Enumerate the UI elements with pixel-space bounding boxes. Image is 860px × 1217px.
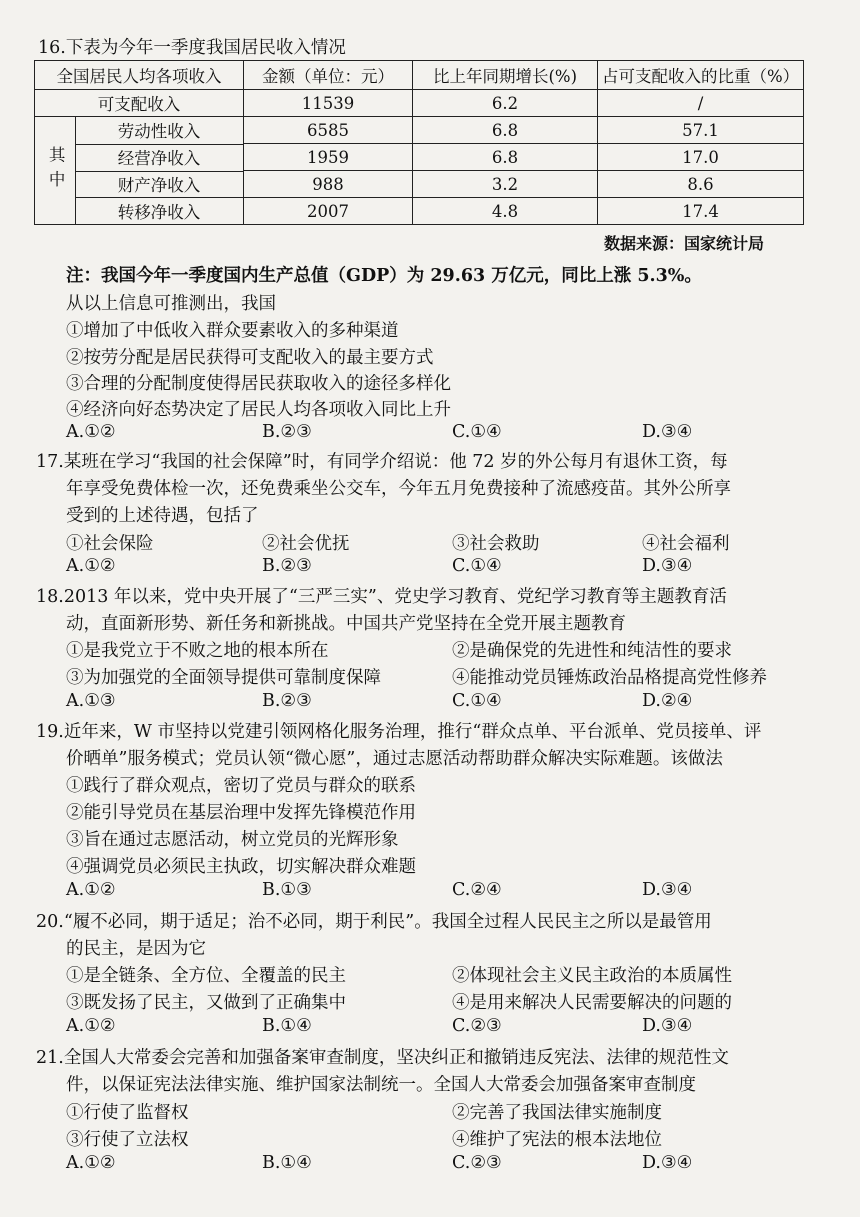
row-growth: 6.2	[413, 90, 598, 117]
row-amount: 2007	[244, 198, 413, 225]
q17-line: 年享受免费体检一次，还免费乘坐公交车，今年五月免费接种了流感疫苗。其外公所享	[66, 479, 731, 499]
row-growth: 4.8	[413, 198, 598, 225]
row-label: 财产净收入	[117, 175, 201, 195]
q21-item: ④维护了宪法的根本法地位	[452, 1130, 662, 1150]
q21-choice-d: D.③④	[642, 1153, 693, 1173]
q20-item: ③既发扬了民主，又做到了正确集中	[66, 993, 346, 1013]
q17-choice-c: C.①④	[452, 556, 502, 576]
table-header: 全国居民人均各项收入	[35, 61, 244, 90]
q18-item: ③为加强党的全面领导提供可靠制度保障	[66, 668, 381, 688]
table-row	[35, 117, 804, 144]
q20-choice-c: C.②③	[452, 1016, 502, 1036]
q18-choice-a: A.①③	[66, 691, 116, 711]
row-amount: 988	[244, 171, 413, 198]
q20-line: 20.“履不必同，期于适足；治不必同，期于利民”。我国全过程人民民主之所以是最管用	[36, 912, 712, 932]
q19-choice-a: A.①②	[66, 880, 116, 900]
q18-line: 动，直面新形势、新任务和新挑战。中国共产党坚持在全党开展主题教育	[66, 614, 626, 634]
q19-item: ①践行了群众观点，密切了党员与群众的联系	[66, 776, 416, 796]
q18-choice-b: B.②③	[262, 691, 312, 711]
q19-item: ③旨在通过志愿活动，树立党员的光辉形象	[66, 830, 399, 850]
q18-item: ②是确保党的先进性和纯洁性的要求	[452, 641, 732, 661]
income-table	[34, 60, 804, 225]
q20-line: 的民主，是因为它	[66, 939, 206, 959]
row-amount: 1959	[244, 144, 413, 171]
q19-item: ②能引导党员在基层治理中发挥先锋模范作用	[66, 803, 416, 823]
q17-item: ②社会优抚	[262, 534, 350, 554]
q19-choice-b: B.①③	[262, 880, 312, 900]
q17-item: ④社会福利	[642, 534, 730, 554]
q17-choice-d: D.③④	[642, 556, 693, 576]
q16-choice-c: C.①④	[452, 422, 502, 442]
q18-item: ④能推动党员锤炼政治品格提高党性修养	[452, 668, 767, 688]
q20-choice-d: D.③④	[642, 1016, 693, 1036]
q20-item: ②体现社会主义民主政治的本质属性	[452, 966, 732, 986]
q18-line: 18.2013 年以来，党中央开展了“三严三实”、党史学习教育、党纪学习教育等主题教育活	[36, 587, 727, 607]
q16-choice-a: A.①②	[66, 422, 116, 442]
row-share: 57.1	[598, 117, 804, 144]
q21-item: ①行使了监督权	[66, 1103, 189, 1123]
q21-choice-b: B.①④	[262, 1153, 312, 1173]
row-growth: 6.8	[413, 144, 598, 171]
q21-item: ③行使了立法权	[66, 1130, 189, 1150]
q17-item: ③社会救助	[452, 534, 540, 554]
q19-choice-d: D.③④	[642, 880, 693, 900]
q18-choice-d: D.②④	[642, 691, 693, 711]
q16-choice-d: D.③④	[642, 422, 693, 442]
q16-stem: 从以上信息可推测出，我国	[66, 294, 276, 314]
q16-item: ④经济向好态势决定了居民人均各项收入同比上升	[66, 400, 451, 420]
q16-item: ③合理的分配制度使得居民获取收入的途径多样化	[66, 374, 451, 394]
table-header-row	[35, 61, 804, 90]
q16-choice-b: B.②③	[262, 422, 312, 442]
row-share: 17.4	[598, 198, 804, 225]
group-cell	[35, 117, 244, 225]
q16-item: ①增加了中低收入群众要素收入的多种渠道	[66, 321, 399, 341]
q20-choice-a: A.①②	[66, 1016, 116, 1036]
q19-choice-c: C.②④	[452, 880, 502, 900]
row-share: 17.0	[598, 144, 804, 171]
q17-line: 受到的上述待遇，包括了	[66, 506, 259, 526]
q18-choice-c: C.①④	[452, 691, 502, 711]
q20-choice-b: B.①④	[262, 1016, 312, 1036]
row-label: 可支配收入	[35, 90, 244, 117]
group-label: 其中	[46, 146, 66, 195]
q20-item: ④是用来解决人民需要解决的问题的	[452, 993, 732, 1013]
q21-choice-c: C.②③	[452, 1153, 502, 1173]
q17-choice-b: B.②③	[262, 556, 312, 576]
row-label: 转移净收入	[117, 202, 201, 222]
q16-item: ②按劳分配是居民获得可支配收入的最主要方式	[66, 348, 434, 368]
q21-choice-a: A.①②	[66, 1153, 116, 1173]
row-label: 劳动性收入	[117, 122, 201, 142]
q17-item: ①社会保险	[66, 534, 154, 554]
table-header: 比上年同期增长(%)	[413, 61, 598, 90]
row-share: /	[598, 90, 804, 117]
data-source: 数据来源：国家统计局	[604, 234, 765, 253]
table-header: 占可支配收入的比重（%）	[598, 61, 804, 90]
row-label: 经营净收入	[117, 149, 201, 169]
q21-item: ②完善了我国法律实施制度	[452, 1103, 662, 1123]
q16-note: 注：我国今年一季度国内生产总值（GDP）为 29.63 万亿元，同比上涨 5.3%。	[66, 266, 702, 286]
row-amount: 6585	[244, 117, 413, 144]
q18-item: ①是我党立于不败之地的根本所在	[66, 641, 329, 661]
row-growth: 3.2	[413, 171, 598, 198]
q20-item: ①是全链条、全方位、全覆盖的民主	[66, 966, 346, 986]
q17-line: 17.某班在学习“我国的社会保障”时，有同学介绍说：他 72 岁的外公每月有退休工资，每	[36, 452, 728, 472]
table-row	[35, 90, 804, 117]
q16-title: 16.下表为今年一季度我国居民收入情况	[38, 38, 346, 58]
q17-choice-a: A.①②	[66, 556, 116, 576]
table-header: 金额（单位：元）	[244, 61, 413, 90]
row-share: 8.6	[598, 171, 804, 198]
q19-line: 价晒单”服务模式；党员认领“微心愿”，通过志愿活动帮助群众解决实际难题。该做法	[66, 749, 723, 769]
q21-line: 21.全国人大常委会完善和加强备案审查制度，坚决纠正和撤销违反宪法、法律的规范性文	[36, 1048, 729, 1068]
q19-item: ④强调党员必须民主执政，切实解决群众难题	[66, 857, 416, 877]
row-growth: 6.8	[413, 117, 598, 144]
q19-line: 19.近年来，W 市坚持以党建引领网格化服务治理，推行“群众点单、平台派单、党员接单、评	[36, 722, 762, 742]
row-amount: 11539	[244, 90, 413, 117]
q21-line: 件，以保证宪法法律实施、维护国家法制统一。全国人大常委会加强备案审查制度	[66, 1075, 696, 1095]
